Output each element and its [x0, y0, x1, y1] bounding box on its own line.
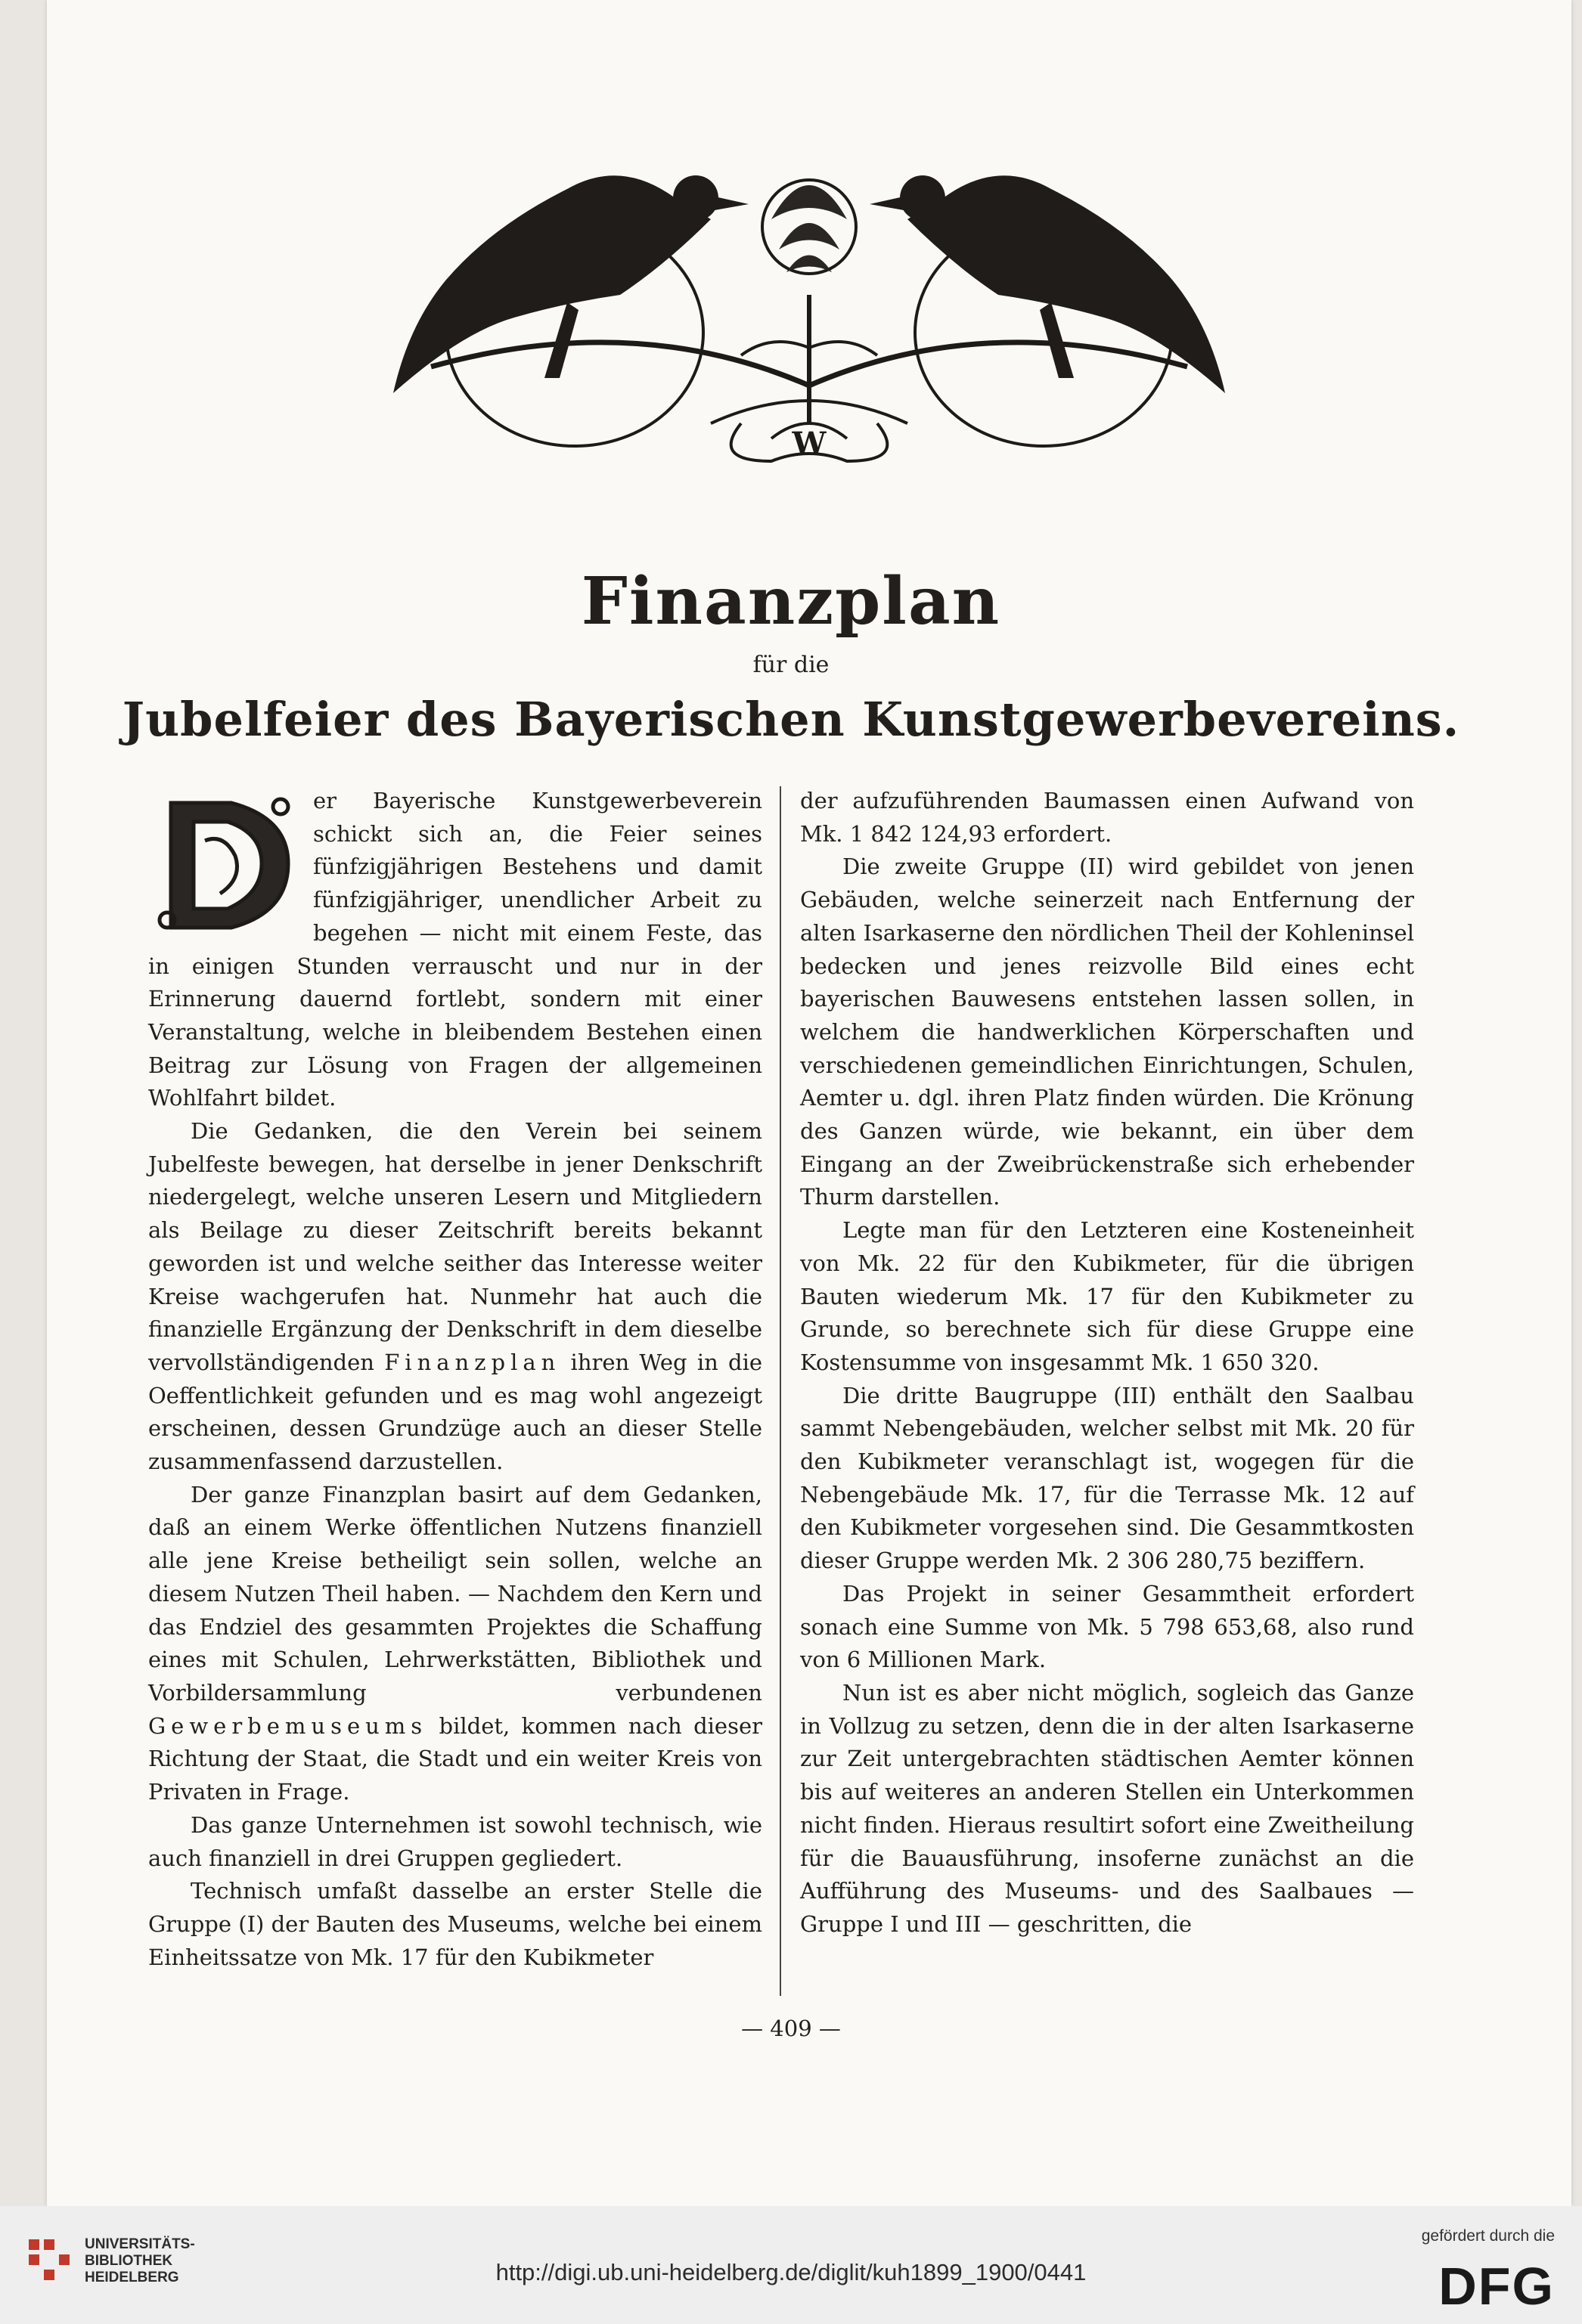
- page-subtitle: für die: [752, 652, 830, 678]
- spaced-term: Gewerbemuseums: [148, 1712, 428, 1739]
- paragraph: Technisch umfaßt dasselbe an erster Stelle die Gruppe (I) der Bauten des Museums, welche bei einem Einheitssatze von Mk. 17 für den Kubikmeter: [148, 1878, 762, 1970]
- page-title: Finanzplan: [581, 563, 1001, 640]
- column-divider: [780, 786, 781, 1996]
- right-text-column: [800, 785, 1414, 1941]
- paragraph: Die dritte Baugruppe (III) enthält den Saalbau sammt Nebengebäuden, welcher selbst mit Mk. 20 für den Kubikmeter veranschlagt ist, wogegen für die Nebengebäude Mk. 17, für die Terrasse Mk. 12 auf den Kubikmeter vorgesehen sind. Die Gesammtkosten dieser Gruppe werden Mk. 2 306 280,75 beziffern.: [800, 1382, 1414, 1574]
- paragraph: Das ganze Unternehmen ist sowohl technisch, wie auch finanziell in drei Gruppen gegliedert.: [148, 1811, 762, 1871]
- paragraph: Der ganze Finanzplan basirt auf dem Gedanken, daß an einem Werke öffentlichen Nutzens finanziell alle jene Kreise betheiligt sein sollen, welche an diesem Nutzen Theil haben. — Nachdem den Kern und das Endziel des gesammten Projektes die Schaffung eines mit Schulen, Lehrwerkstätten, Bibliothek und Vorbildersammlung verbundenen Gewerbemuseums bildet, kommen nach dieser Richtung der Staat, die Stadt und ein weiter Kreis von Privaten in Frage.: [148, 1481, 762, 1805]
- left-text-column: [148, 785, 762, 1974]
- paragraph: Die zweite Gruppe (II) wird gebildet von jenen Gebäuden, welche seinerzeit nach Entfernung der alten Isarkaserne den nördlichen Theil der Kohleninsel bedecken und jenes reizvolle Bild eines echt bayerischen Bauwesens entstehen lassen sollen, in welchem die handwerklichen Körperschaften und verschiedenen gemeindlichen Einrichtungen, Schulen, Aemter u. dgl. ihren Platz finden würden. Die Krönung des Ganzen würde, wie bekannt, ein über dem Eingang an der Zweibrückenstraße sich erhebender Thurm darstellen.: [800, 854, 1414, 1210]
- paragraph: Legte man für den Letzteren eine Kosteneinheit von Mk. 22 für den Kubikmeter, für die übrigen Bauten wiederum Mk. 17 für den Kubikmeter zu Grunde, so berechnete sich für diese Gruppe eine Kostensumme von insgesammt Mk. 1 650 320.: [800, 1217, 1414, 1375]
- page-heading: Jubelfeier des Bayerischen Kunstgewerbevereins.: [122, 692, 1460, 747]
- paragraph: Das Projekt in seiner Gesammtheit erfordert sonach eine Summe von Mk. 5 798 653,68, also rund von 6 Millionen Mark.: [800, 1580, 1414, 1673]
- decorative-initial-d-icon: [148, 788, 299, 939]
- paragraph: Die Gedanken, die den Verein bei seinem Jubelfeste bewegen, hat derselbe in jener Denkschrift niedergelegt, welche unseren Lesern und Mitgliedern als Beilage zu dieser Zeitschrift bereits bekannt geworden ist und welche seither das Interesse weiter Kreise wachgerufen hat. Nunmehr hat auch die finanzielle Ergänzung der Denkschrift in dem dieselbe vervollständigenden Finanzplan ihren Weg in die Oeffentlichkeit gefunden und es mag wohl angezeigt erscheinen, dessen Grundzüge auch an dieser Stelle zusammenfassend darzustellen.: [148, 1118, 763, 1475]
- paragraph: Nun ist es aber nicht möglich, sogleich das Ganze in Vollzug zu setzen, denn die in der alten Isarkaserne zur Zeit untergebrachten städtischen Aemter können bis auf weiteres an anderen Stellen ein Unterkommen nicht finden. Hieraus resultirt sofort eine Zweitheilung für die Bauausführung, insoferne zunächst an die Aufführung des Museums- und des Saalbaues — Gruppe I und III — geschritten, die: [800, 1679, 1414, 1937]
- library-name[interactable]: UNIVERSITÄTS- BIBLIOTHEK HEIDELBERG: [85, 2236, 195, 2285]
- svg-text:W: W: [792, 426, 827, 461]
- paragraph: [148, 785, 762, 1115]
- source-url-link[interactable]: http://digi.ub.uni-heidelberg.de/diglit/kuh1899_1900/0441: [495, 2259, 1087, 2285]
- page-number: — 409 —: [741, 2016, 841, 2041]
- monogram-w: [792, 426, 827, 461]
- spaced-term: Finanzplan: [384, 1349, 561, 1375]
- funding-note: gefördert durch die: [1421, 2227, 1555, 2245]
- dfg-logo[interactable]: DFG: [1438, 2257, 1555, 2316]
- paragraph: der aufzuführenden Baumassen einen Aufwand von Mk. 1 842 124,93 erfordert.: [800, 788, 1414, 847]
- bird-vignette-illustration: [318, 106, 1301, 484]
- paragraph-text: er Bayerische Kunstgewerbeverein schickt sich an, die Feier seines fünfzigjährigen Bestehens und damit fünfzigjähriger, unendlicher Arbeit zu begehen — nicht mit einem Feste, das in einigen Stunden verrauscht und nur in der Erinnerung dauernd fortlebt, sondern mit einer Veranstaltung, welche in bleibendem Bestehen einen Beitrag zur Lösung von Fragen der allgemeinen Wohlfahrt bildet.: [148, 788, 762, 1111]
